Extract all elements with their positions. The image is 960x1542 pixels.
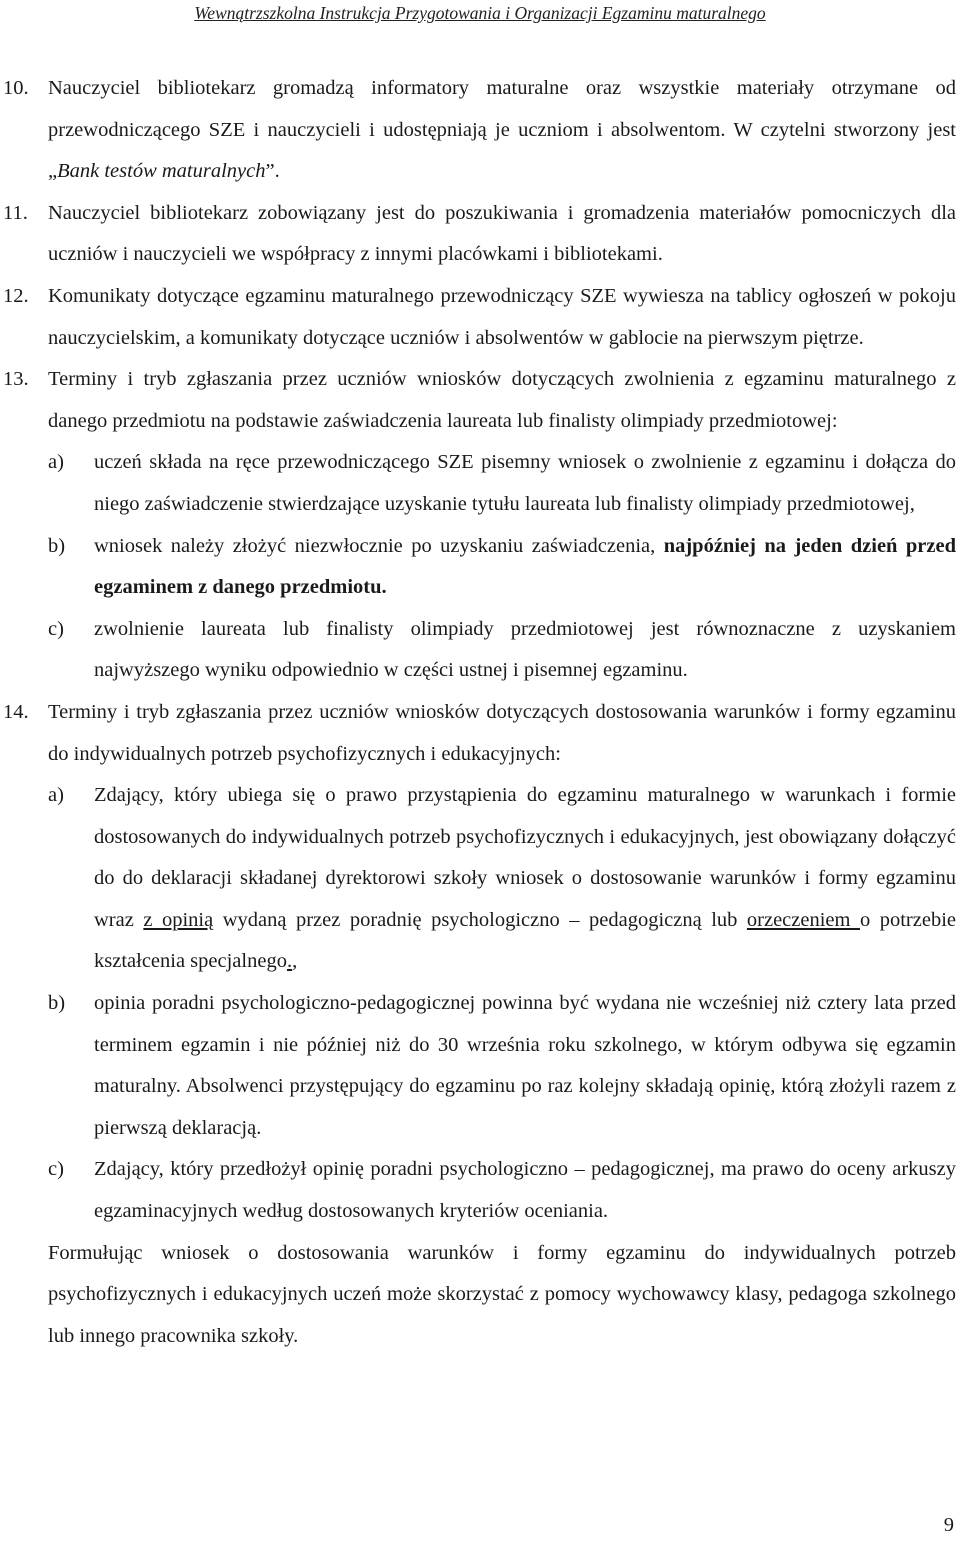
- subitem-label: a): [48, 784, 64, 807]
- paragraph-number: 14.: [3, 700, 29, 723]
- subitem-13b: [48, 526, 956, 609]
- text-run: ,: [292, 950, 298, 973]
- subitem-label: b): [48, 534, 66, 557]
- text-run: Zdający, który ubiega się o prawo przystąpienia do egzaminu maturalnego w warunkach i formie dostosowanych do indywidualnych potrzeb psychofizycznych i edukacyjnych, jest obowiązany dołączyć do do deklaracji składanej dyrektorowi szkoły wniosek o dostosowanie warunków i formy egzaminu wraz: [94, 784, 956, 931]
- paragraph-number: 10.: [3, 77, 29, 99]
- paragraph-number: 11.: [3, 201, 28, 224]
- bold-deadline: najpóźniej na jeden dzień przed egzaminem z danego przedmiotu.: [94, 534, 956, 599]
- closing-paragraph: Formułując wniosek o dostosowania warunków i formy egzaminu do indywidualnych potrzeb psychofizycznych i edukacyjnych uczeń może skorzystać z pomocy wychowawcy klasy, pedagoga szkolnego lub innego pracownika szkoły.: [48, 1241, 956, 1347]
- text-run: wydaną przez poradnię psychologiczno – pedagogiczną lub: [213, 908, 747, 931]
- paragraph-text: Nauczyciel bibliotekarz zobowiązany jest do poszukiwania i gromadzenia materiałów pomocniczych dla uczniów i nauczycieli we współpracy z innymi placówkami i bibliotekami.: [48, 201, 956, 266]
- paragraph-10: [0, 68, 960, 193]
- paragraph-12: [0, 276, 960, 359]
- underlined-period: .: [286, 950, 293, 973]
- document-body: [0, 68, 960, 1357]
- text-run: wniosek należy złożyć niezwłocznie po uzyskaniu zaświadczenia,: [94, 534, 664, 557]
- subitem-text: uczeń składa na ręce przewodniczącego SZE pisemny wniosek o zwolnienie z egzaminu i dołącza do niego zaświadczenie stwierdzające uzyskanie tytułu laureata lub finalisty olimpiady przedmiotowej,: [94, 451, 956, 515]
- running-header: [0, 0, 960, 24]
- paragraph-text: Terminy i tryb zgłaszania przez uczniów wniosków dotyczących zwolnienia z egzaminu maturalnego z danego przedmiotu na podstawie zaświadczenia laureata lub finalisty olimpiady przedmiotowej:: [48, 368, 956, 432]
- paragraph-number: 12.: [3, 284, 29, 307]
- subitem-13c: [48, 609, 956, 692]
- text-run: Nauczyciel bibliotekarz gromadzą informatory maturalne oraz wszystkie materiały otrzymane od przewodniczącego SZE i nauczycieli i udostępniają je uczniom i absolwentom. W czytelni stworzony jest „: [48, 77, 956, 183]
- text-run: ”.: [265, 160, 280, 183]
- underlined-opinion: z opinią: [143, 908, 214, 931]
- subitem-14c: [48, 1149, 956, 1232]
- subitem-13a: [48, 442, 956, 525]
- paragraph-number: 13.: [3, 368, 29, 391]
- subitem-text: zwolnienie laureata lub finalisty olimpiady przedmiotowej jest równoznaczne z uzyskaniem najwyższego wyniku odpowiednio w części ustnej i pisemnej egzaminu.: [94, 617, 956, 682]
- page-number: 9: [943, 1514, 954, 1536]
- paragraph-11: [0, 193, 960, 276]
- subitem-text: Zdający, który przedłożył opinię poradni psychologiczno – pedagogicznej, ma prawo do oceny arkuszy egzaminacyjnych według dostosowanych kryteriów oceniania.: [94, 1158, 956, 1223]
- subitem-14a: [48, 775, 956, 983]
- subitem-text: opinia poradni psychologiczno-pedagogicznej powinna być wydana nie wcześniej niż cztery lata przed terminem egzamin i nie później niż do 30 września roku szkolnego, w którym odbywa się egzamin maturalny. Absolwenci przystępujący do egzaminu po raz kolejny składają opinię, którą złożyli razem z pierwszą deklaracją.: [94, 992, 956, 1139]
- underlined-ruling: orzeczeniem: [746, 908, 860, 931]
- subitem-text: [94, 775, 956, 983]
- paragraph-text: [48, 68, 956, 193]
- paragraph-text: Terminy i tryb zgłaszania przez uczniów wniosków dotyczących dostosowania warunków i formy egzaminu do indywidualnych potrzeb psychofizycznych i edukacyjnych:: [48, 700, 956, 765]
- paragraph-text: Komunikaty dotyczące egzaminu maturalnego przewodniczący SZE wywiesza na tablicy ogłoszeń w pokoju nauczycielskim, a komunikaty dotyczące uczniów i absolwentów w gablocie na pierwszym piętrze.: [48, 284, 956, 349]
- subitem-label: c): [48, 617, 64, 640]
- subitem-label: a): [48, 451, 64, 474]
- italic-title: Bank testów maturalnych: [57, 160, 266, 183]
- paragraph-13: [0, 359, 960, 442]
- paragraph-14: [0, 692, 960, 775]
- subitem-14b: [48, 983, 956, 1149]
- text-run: o potrzebie kształcenia specjalnego: [94, 908, 957, 973]
- subitem-label: c): [48, 1158, 64, 1181]
- header-title: Wewnątrzszkolna Instrukcja Przygotowania i Organizacji Egzaminu maturalnego: [194, 3, 766, 23]
- subitem-label: b): [48, 992, 66, 1015]
- subitem-text: [94, 526, 956, 609]
